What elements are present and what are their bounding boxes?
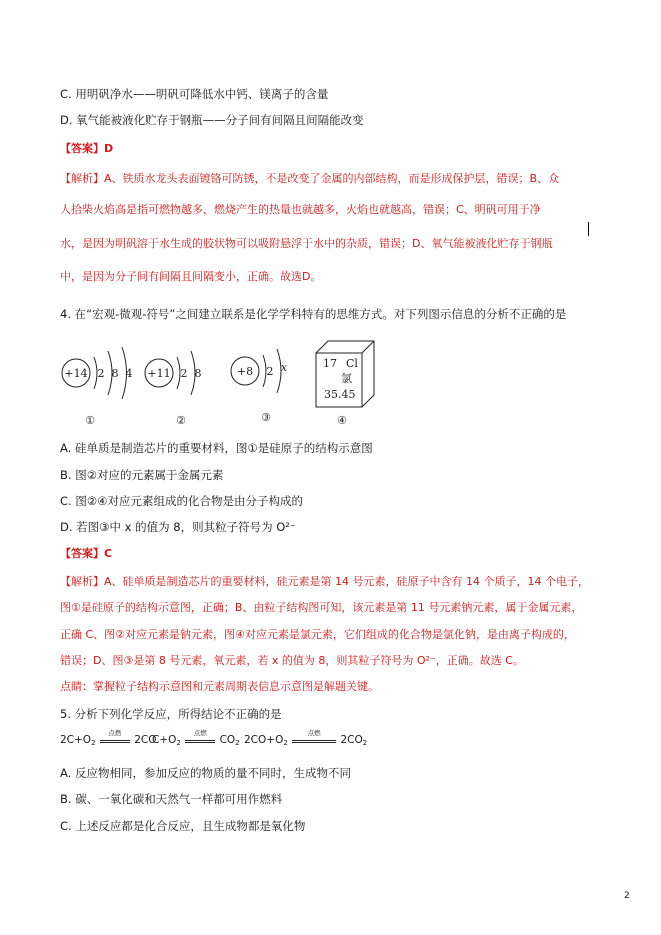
shell-count: 2	[180, 367, 188, 380]
tip-q4: 点睛：掌握粒子结构示意图和元素周期表信息示意图是解题关键。	[60, 680, 379, 693]
nucleus-label: +8	[236, 365, 254, 378]
figure-label: ④	[337, 414, 347, 427]
option-b-q5: B. 碳、一氧化碳和天然气一样都可用作燃料	[60, 792, 283, 806]
answer-label-q4: 【答案】C	[60, 547, 113, 560]
element-symbol: Cl	[346, 357, 358, 370]
option-c-q4: C. 图②④对应元素组成的化合物是由分子构成的	[60, 494, 303, 508]
atom-structure-figures	[58, 335, 388, 427]
reaction-condition: 点燃	[108, 729, 122, 737]
option-d-q4: D. 若图③中 x 的值为 8，则其粒子符号为 O²⁻	[60, 520, 296, 534]
equation-3: $2CO+O_2$ 点燃 $2CO_2$	[244, 729, 368, 747]
explanation-q4-line: 【解析】A、硅单质是制造芯片的重要材料，硅元素是第 14 号元素，硅原子中含有 14 个质子，14 个电子，	[60, 575, 589, 588]
shell-count: 4	[125, 367, 133, 380]
option-d-q3: D. 氧气能被液化贮存于钢瓶——分子间有间隔且间隔能改变	[60, 113, 364, 127]
explanation-q3-line: 【解析】A、铁质水龙头表面镀铬可防锈，不是改变了金属的内部结构，而是形成保护层，错误；B、众	[60, 172, 560, 185]
nucleus-label: +14	[64, 367, 88, 380]
page-number: 2	[624, 891, 630, 901]
explanation-q4-line: 正确 C、图②对应元素是钠元素，图④对应元素是氯元素，它们组成的化合物是氯化钠，是由离子构成的，	[60, 628, 575, 641]
equation-1: $2C+O_2$ 点燃 2CO	[60, 729, 157, 747]
explanation-q4-line: 图①是硅原子的结构示意图，正确；B、由粒子结构图可知，该元素是第 11 号元素钠元素，属于金属元素，	[60, 601, 583, 614]
option-c-q3: C. 用明矾净水——明矾可降低水中钙、镁离子的含量	[60, 87, 329, 101]
answer-label-q3: 【答案】D	[60, 142, 114, 155]
shell-count: x	[280, 361, 288, 374]
figure-label: ①	[85, 414, 95, 427]
figure-1-atom	[62, 347, 133, 427]
atomic-number: 17	[323, 357, 337, 370]
option-a-q4: A. 硅单质是制造芯片的重要材料，图①是硅原子的结构示意图	[60, 441, 373, 455]
explanation-q3-line: 人拾柴火焰高是指可燃物越多，燃烧产生的热量也就越多，火焰也就越高，错误；C、明矾可用于净	[60, 203, 541, 216]
figure-2-atom	[145, 351, 202, 427]
figure-3-atom	[231, 349, 288, 424]
option-c-q5: C. 上述反应都是化合反应，且生成物都是氧化物	[60, 819, 306, 833]
explanation-q4-line: 错误；D、图③是第 8 号元素，氧元素，若 x 的值为 8，则其粒子符号为 O²⁻，正确。故选 C。	[60, 654, 524, 667]
shell-count: 8	[194, 367, 202, 380]
shell-count: 2	[266, 365, 274, 378]
figure-4-element-cell	[316, 341, 374, 427]
element-name: 氯	[341, 372, 352, 385]
nucleus-label: +11	[147, 367, 171, 380]
shell-count: 8	[111, 367, 119, 380]
option-a-q5: A. 反应物相同，参加反应的物质的量不同时，生成物不同	[60, 766, 351, 780]
reaction-condition: 点燃	[193, 729, 207, 737]
option-b-q4: B. 图②对应的元素属于金属元素	[60, 468, 224, 482]
figure-label: ②	[176, 414, 186, 427]
shell-count: 2	[97, 367, 105, 380]
explanation-q3-line: 水，是因为明矾溶于水生成的胶状物可以吸附悬浮于水中的杂质，错误；D、氧气能被液化贮存于钢瓶	[60, 237, 553, 250]
question-4-stem: 4. 在“宏观-微观-符号”之间建立联系是化学学科特有的思维方式。对下列图示信息的分析不正确的是	[60, 307, 567, 321]
explanation-q3-line: 中，是因为分子间有间隔且间隔变小，正确。故选D。	[60, 270, 322, 283]
atomic-mass: 35.45	[324, 388, 356, 401]
figure-label: ③	[261, 411, 271, 424]
question-5-stem: 5. 分析下列化学反应，所得结论不正确的是	[60, 707, 282, 721]
reaction-condition: 点燃	[307, 729, 321, 737]
text-cursor	[588, 222, 589, 236]
equation-2: $C+O_2$ 点燃 $CO_2$	[152, 729, 240, 747]
